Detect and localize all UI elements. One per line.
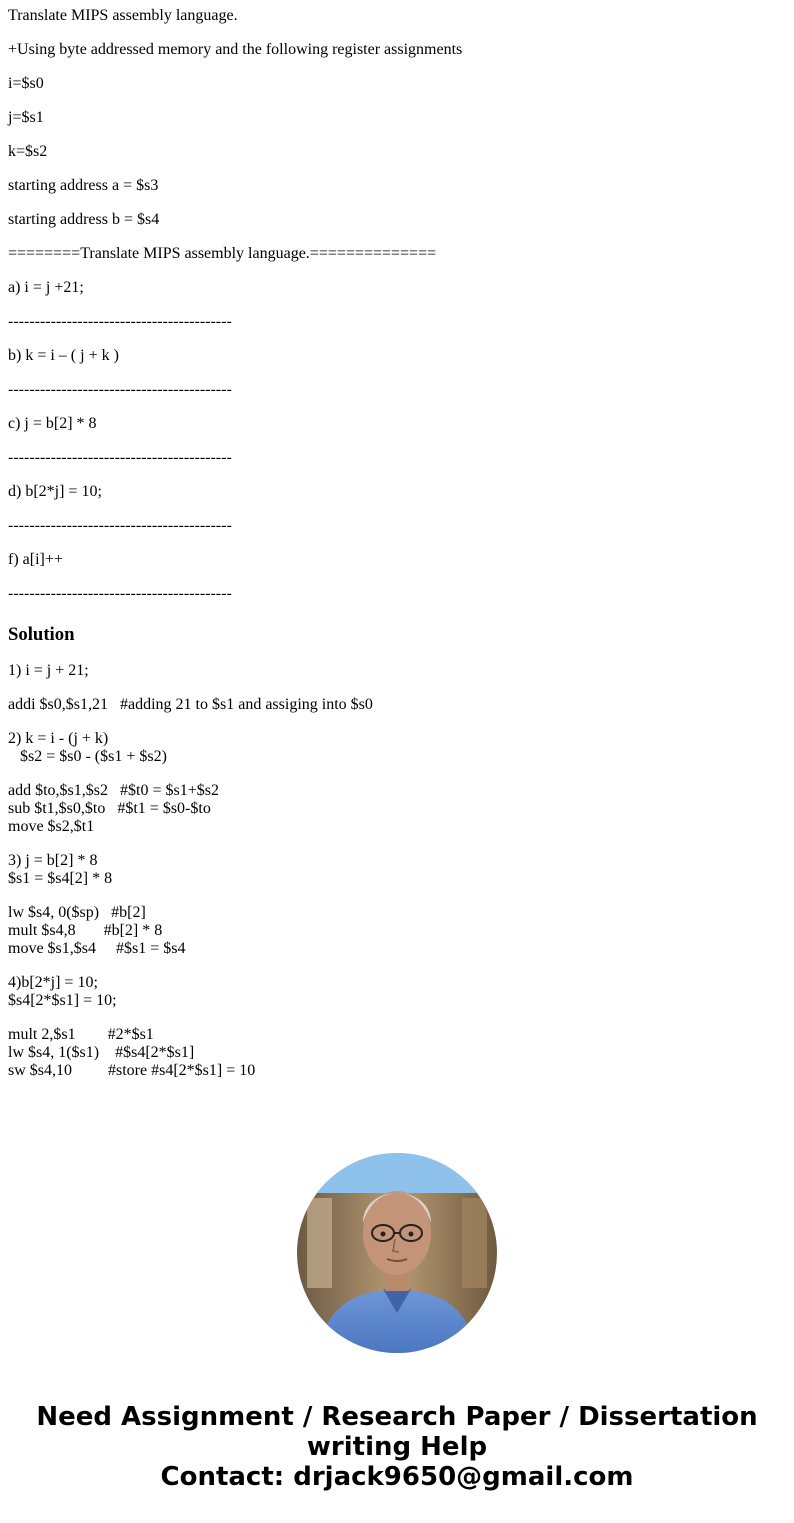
solution-line: 4)b[2*j] = 10; — [8, 974, 98, 991]
solution-line: sw $s4,10 #store #s4[2*$s1] = 10 — [8, 1062, 256, 1079]
solution-block — [8, 904, 778, 958]
solution-block — [8, 730, 778, 766]
question-line: a) i = j +21; — [8, 279, 84, 296]
solution-line: 2) k = i - (j + k) — [8, 730, 109, 747]
question-line: ========Translate MIPS assembly language.============== — [8, 245, 437, 262]
solution-line: lw $s4, 1($s1) #$s4[2*$s1] — [8, 1044, 195, 1061]
contact-line: Contact: drjack9650@gmail.com — [160, 1462, 634, 1492]
divider-line: ------------------------------------------ — [8, 313, 232, 330]
solution-block — [8, 1026, 778, 1080]
author-portrait-image — [297, 1153, 497, 1353]
solution-line: addi $s0,$s1,21 #adding 21 to $s1 and assiging into $s0 — [8, 696, 373, 713]
solution-line: sub $t1,$s0,$to #$t1 = $s0-$to — [8, 800, 211, 817]
solution-line: mult 2,$s1 #2*$s1 — [8, 1026, 154, 1043]
solution-line: add $to,$s1,$s2 #$t0 = $s1+$s2 — [8, 782, 219, 799]
solution-block — [8, 696, 778, 714]
divider-line: ------------------------------------------ — [8, 381, 232, 398]
solution-line: $s2 = $s0 - ($s1 + $s2) — [8, 748, 167, 765]
promo-banner — [0, 1402, 794, 1492]
question-section — [8, 7, 778, 603]
solution-line: 3) j = b[2] * 8 — [8, 852, 98, 869]
question-line: i=$s0 — [8, 75, 44, 92]
solution-line: mult $s4,8 #b[2] * 8 — [8, 922, 163, 939]
solution-line: lw $s4, 0($sp) #b[2] — [8, 904, 146, 921]
divider-line: ------------------------------------------ — [8, 517, 232, 534]
solution-section — [8, 662, 778, 1080]
promo-line: writing Help — [306, 1432, 488, 1462]
question-line: starting address b = $s4 — [8, 211, 160, 228]
question-line: b) k = i – ( j + k ) — [8, 347, 119, 364]
solution-line: 1) i = j + 21; — [8, 662, 89, 679]
solution-block — [8, 662, 778, 680]
divider-line: ------------------------------------------ — [8, 449, 232, 466]
document-body — [8, 0, 778, 1096]
solution-line: move $s1,$s4 #$s1 = $s4 — [8, 940, 186, 957]
solution-line: $s1 = $s4[2] * 8 — [8, 870, 113, 887]
author-avatar — [297, 1153, 497, 1353]
question-line: k=$s2 — [8, 143, 48, 160]
question-line: j=$s1 — [8, 109, 44, 126]
question-line: f) a[i]++ — [8, 551, 63, 568]
solution-heading: Solution — [8, 624, 75, 645]
solution-block — [8, 782, 778, 836]
promo-line: Need Assignment / Research Paper / Dissertation — [36, 1402, 758, 1432]
solution-block — [8, 852, 778, 888]
solution-line: $s4[2*$s1] = 10; — [8, 992, 117, 1009]
question-line: starting address a = $s3 — [8, 177, 159, 194]
question-line: c) j = b[2] * 8 — [8, 415, 97, 432]
question-line: Translate MIPS assembly language. — [8, 7, 238, 24]
solution-line: move $s2,$t1 — [8, 818, 95, 835]
divider-line: ------------------------------------------ — [8, 585, 232, 602]
question-line: d) b[2*j] = 10; — [8, 483, 102, 500]
question-line: +Using byte addressed memory and the following register assignments — [8, 41, 463, 58]
solution-block — [8, 974, 778, 1010]
